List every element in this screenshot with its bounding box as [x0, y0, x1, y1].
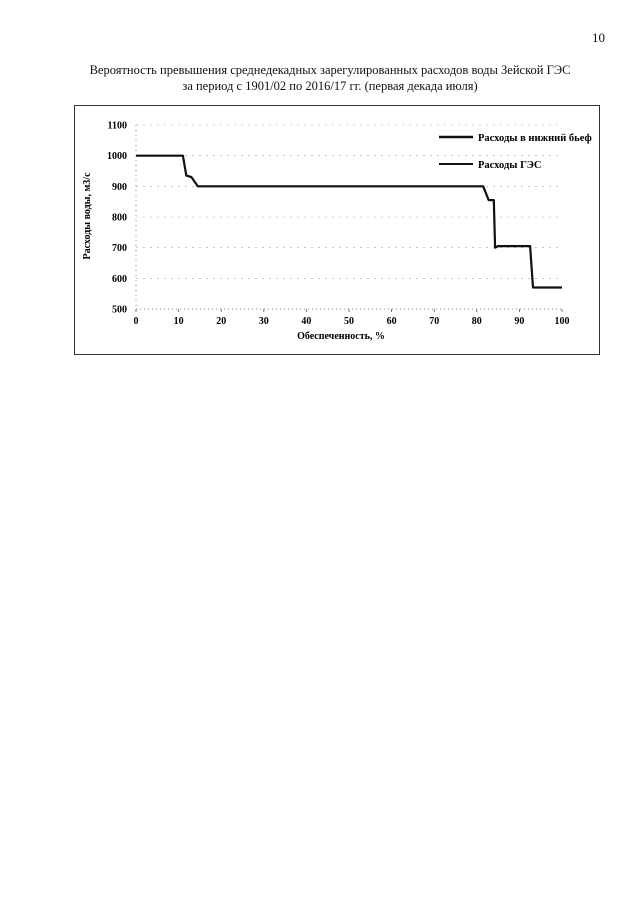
x-axis-label: Обеспеченность, % — [297, 331, 385, 342]
y-tick-label-700: 700 — [112, 243, 127, 255]
tick-layer — [107, 121, 570, 328]
chart-svg — [75, 106, 601, 356]
x-tick-label-100: 100 — [554, 316, 570, 327]
chart-title-line-2: за период с 1901/02 по 2016/17 гг. (первая декада июля) — [182, 79, 478, 93]
x-tick-label-60: 60 — [386, 316, 397, 327]
chart-frame — [74, 105, 600, 355]
x-tick-label-20: 20 — [216, 316, 227, 327]
y-tick-label-800: 800 — [112, 212, 127, 224]
y-tick-label-500: 500 — [112, 304, 127, 316]
grid-layer — [136, 125, 562, 278]
x-tick-label-0: 0 — [133, 316, 139, 327]
chart-title — [60, 62, 600, 94]
y-axis-label: Расходы воды, м3/с — [82, 172, 93, 260]
chart-title-line-1: Вероятность превышения среднедекадных зарегулированных расходов воды Зейской ГЭС — [89, 63, 571, 77]
x-tick-label-10: 10 — [173, 316, 184, 327]
x-tick-label-80: 80 — [471, 316, 482, 327]
x-tick-label-40: 40 — [301, 316, 312, 327]
legend — [439, 133, 592, 171]
series-layer — [136, 156, 562, 288]
y-tick-label-1000: 1000 — [107, 151, 127, 163]
x-tick-label-30: 30 — [258, 316, 269, 327]
legend-label-series-1: Расходы в нижний бьеф — [478, 133, 592, 144]
y-tick-label-600: 600 — [112, 273, 127, 285]
series-line-2 — [136, 156, 562, 288]
y-tick-label-900: 900 — [112, 181, 127, 193]
series-line-1 — [136, 156, 562, 288]
x-tick-label-70: 70 — [429, 316, 440, 327]
legend-label-series-2: Расходы ГЭС — [478, 160, 542, 171]
y-tick-label-1100: 1100 — [107, 120, 127, 132]
x-tick-label-50: 50 — [344, 316, 354, 327]
page-number: 10 — [592, 30, 605, 45]
x-tick-label-90: 90 — [514, 316, 525, 327]
axis-layer — [136, 125, 562, 312]
